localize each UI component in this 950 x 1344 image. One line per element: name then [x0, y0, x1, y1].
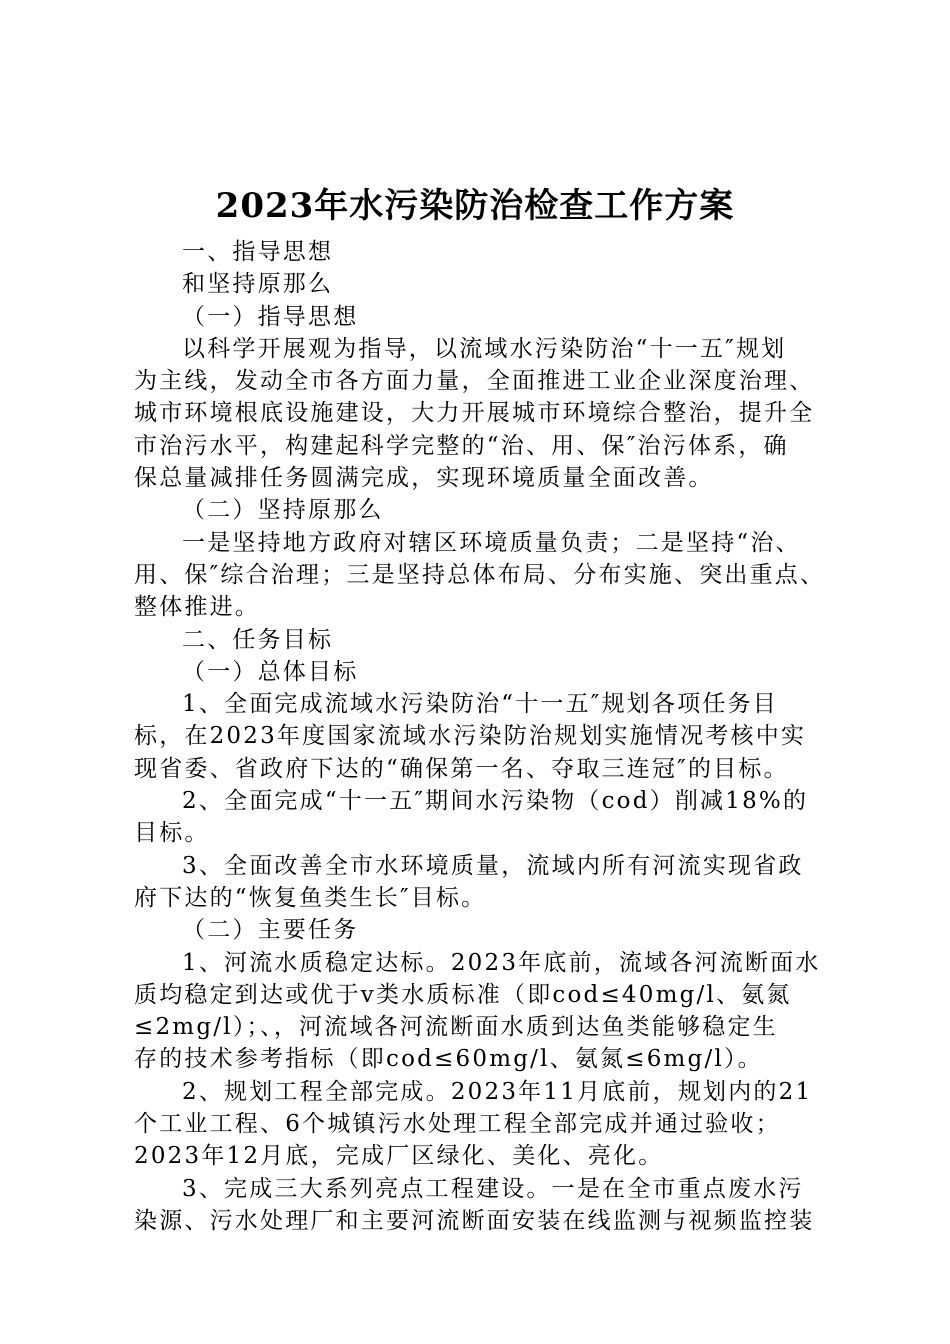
document-title: 2023年水污染防治检查工作方案 — [215, 186, 735, 226]
text-line: （一）指导思想 — [182, 303, 359, 330]
text-line: 市治污水平，构建起科学完整的“治、用、保″治污体系，确 — [134, 432, 789, 459]
text-line: 2023年12月底，完成厂区绿化、美化、亮化。 — [134, 1143, 664, 1170]
text-line: 个工业工程、6个城镇污水处理工程全部完成并通过验收； — [134, 1111, 781, 1138]
text-line: （二）坚持原那么 — [182, 497, 384, 524]
text-line: 标，在2023年度国家流域水污染防治规划实施情况考核中实 — [134, 723, 807, 750]
document-body — [134, 236, 834, 1237]
text-line: （一）总体目标 — [182, 658, 359, 685]
text-line: 1、全面完成流域水污染防治“十一五″规划各项任务目 — [182, 691, 778, 718]
text-line: 1、河流水质稳定达标。2023年底前，流域各河流断面水 — [182, 949, 821, 976]
text-line: 一、指导思想 — [182, 239, 334, 265]
text-line: 存的技术参考指标（即cod≤60mg/l、氨氮≤6mg/l）。 — [134, 1046, 763, 1073]
text-line: 城市环境根底设施建设，大力开展城市环境综合整治，提升全 — [134, 400, 815, 427]
text-line: 保总量减排任务圆满完成，实现环境质量全面改善。 — [134, 465, 714, 492]
text-line: 和坚持原那么 — [182, 271, 334, 298]
text-line: 3、全面改善全市水环境质量，流域内所有河流实现省政 — [182, 852, 804, 879]
text-line: 2、规划工程全部完成。2023年11月底前，规划内的21 — [182, 1078, 813, 1105]
text-line: 染源、污水处理厂和主要河流断面安装在线监测与视频监控装 — [134, 1207, 815, 1234]
text-line: 目标。 — [134, 820, 210, 847]
text-line: 一是坚持地方政府对辖区环境质量负责；二是坚持“治、 — [182, 529, 801, 556]
text-line: 以科学开展观为指导，以流域水污染防治“十一五″规划 — [182, 335, 787, 362]
text-line: 用、保″综合治理；三是坚持总体布局、分布实施、突出重点、 — [134, 561, 826, 588]
text-line: 府下达的“恢复鱼类生长″目标。 — [134, 884, 487, 911]
text-line: 现省委、省政府下达的“确保第一名、夺取三连冠″的目标。 — [134, 755, 789, 782]
text-line: （二）主要任务 — [182, 917, 359, 944]
text-line: 3、完成三大系列亮点工程建设。一是在全市重点废水污 — [182, 1175, 804, 1202]
text-line: 整体推进。 — [134, 594, 260, 621]
text-line: 二、任务目标 — [182, 626, 334, 653]
text-line: 为主线，发动全市各方面力量，全面推进工业企业深度治理、 — [134, 368, 815, 395]
text-line: ≤2mg/l）；、，河流域各河流断面水质到达鱼类能够稳定生 — [134, 1014, 778, 1041]
text-line: 质均稳定到达或优于v类水质标准（即cod≤40mg/l、氨氮 — [134, 981, 792, 1008]
text-line: 2、全面完成“十一五″期间水污染物（cod）削减18%的 — [182, 788, 809, 815]
